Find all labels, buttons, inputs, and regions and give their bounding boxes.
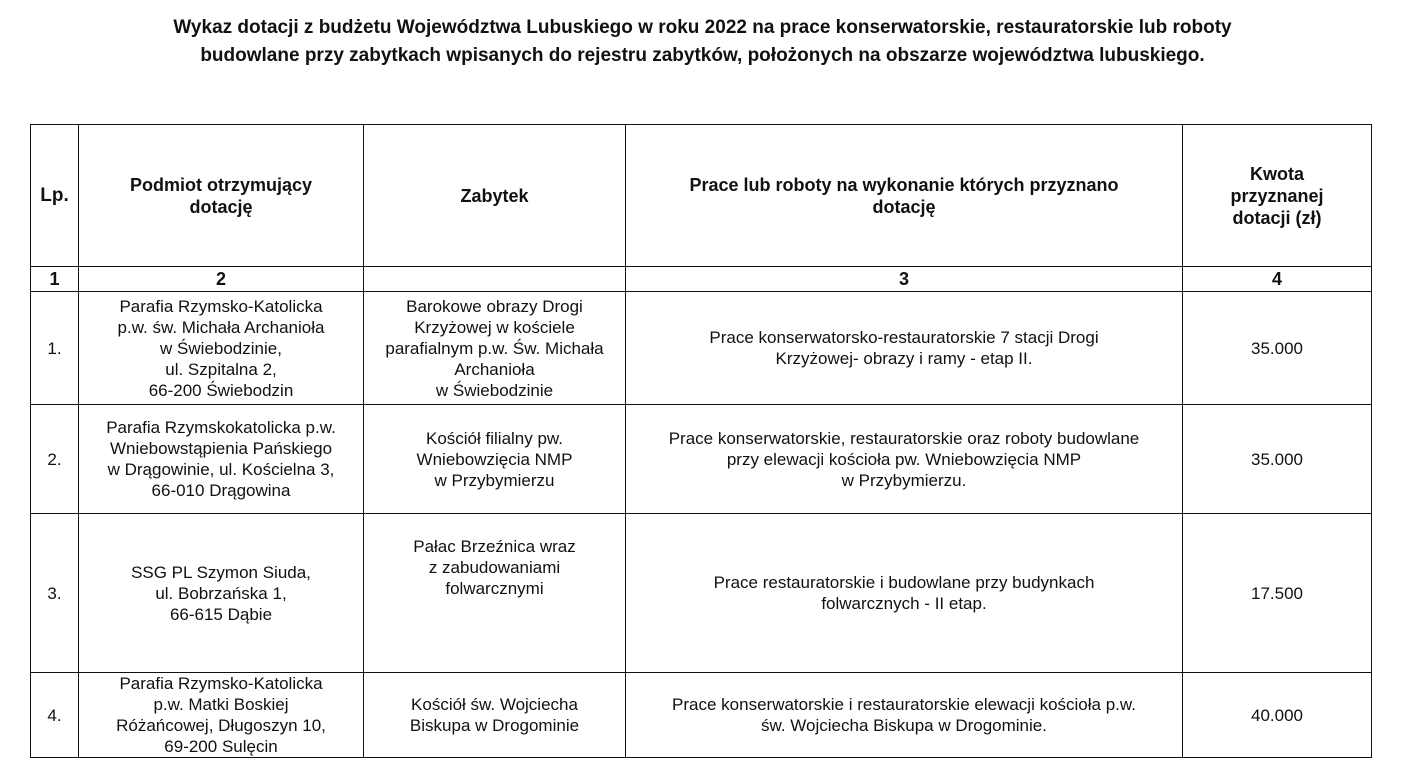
cell-line: w Świebodzinie,	[160, 338, 282, 358]
cell-line: Parafia Rzymsko-Katolicka	[119, 674, 323, 693]
header-prace	[626, 125, 1183, 267]
cell-line: św. Wojciecha Biskupa w Drogominie.	[761, 716, 1047, 735]
cell-lp: 2.	[31, 405, 79, 514]
header-podmiot	[79, 125, 364, 267]
cell-zabytek	[364, 673, 626, 758]
cell-line: Wniebowzięcia NMP	[416, 449, 573, 469]
cell-kwota: 40.000	[1183, 673, 1372, 758]
cell-line: Biskupa w Drogominie	[409, 716, 580, 735]
cell-line: Barokowe obrazy Drogi	[406, 296, 583, 316]
cell-line: Krzyżowej w kościele	[414, 317, 575, 337]
cell-podmiot	[79, 514, 364, 673]
header-podmiot-line: Podmiot otrzymujący	[129, 174, 313, 195]
cell-line: w Drągowinie, ul. Kościelna 3,	[107, 460, 335, 479]
cell-prace	[626, 514, 1183, 673]
header-row	[31, 125, 1372, 267]
cell-podmiot	[79, 673, 364, 758]
cell-line: Parafia Rzymsko-Katolicka	[119, 296, 323, 316]
cell-zabytek	[364, 514, 626, 673]
header-kwota-line: przyznanej	[1230, 185, 1324, 206]
header-prace-line: dotację	[872, 196, 936, 217]
cell-line: Parafia Rzymskokatolicka p.w.	[106, 418, 336, 437]
cell-line: Krzyżowej- obrazy i ramy - etap II.	[775, 349, 1033, 368]
cell-line: 66-010 Drągowina	[151, 481, 291, 500]
cell-line: przy elewacji kościoła pw. Wniebowzięcia NMP	[726, 449, 1082, 469]
column-number-row	[31, 267, 1372, 292]
cell-line: Kościół filialny pw.	[425, 428, 563, 448]
cell-kwota: 35.000	[1183, 292, 1372, 405]
cell-kwota: 17.500	[1183, 514, 1372, 673]
cell-line: Kościół św. Wojciecha	[411, 695, 578, 714]
grants-table	[30, 124, 1372, 758]
cell-zabytek	[364, 292, 626, 405]
cell-line: ul. Bobrzańska 1,	[155, 583, 287, 603]
cell-kwota: 35.000	[1183, 405, 1372, 514]
cell-line: ul. Szpitalna 2,	[165, 359, 277, 379]
cell-line: SSG PL Szymon Siuda,	[131, 562, 311, 582]
cell-line: Prace konserwatorskie, restauratorskie oraz roboty budowlane	[668, 428, 1140, 448]
header-kwota	[1183, 125, 1372, 267]
cell-podmiot	[79, 292, 364, 405]
cell-prace	[626, 673, 1183, 758]
cell-line: w Przybymierzu.	[841, 470, 967, 490]
cell-lp: 1.	[31, 292, 79, 405]
cell-zabytek	[364, 405, 626, 514]
cell-line: folwarcznych - II etap.	[821, 594, 987, 613]
title-line-1: Wykaz dotacji z budżetu Województwa Lubuskiego w roku 2022 na prace konserwatorskie, restauratorskie lub roboty	[173, 17, 1232, 38]
cell-line: Wniebowstąpienia Pańskiego	[109, 439, 333, 458]
cell-lp: 3.	[31, 514, 79, 673]
column-number: 3	[626, 267, 1183, 292]
table-row	[31, 405, 1372, 514]
cell-lp: 4.	[31, 673, 79, 758]
header-kwota-line: Kwota	[1250, 163, 1304, 184]
header-kwota-line: dotacji (zł)	[1232, 207, 1322, 228]
cell-line: 69-200 Sulęcin	[164, 737, 278, 756]
table-row	[31, 514, 1372, 673]
cell-podmiot	[79, 405, 364, 514]
column-number: 4	[1183, 267, 1372, 292]
header-zabytek: Zabytek	[364, 125, 626, 267]
cell-line: Prace konserwatorsko-restauratorskie 7 stacji Drogi	[709, 328, 1099, 347]
cell-line: folwarcznymi	[445, 579, 544, 598]
cell-line: w Świebodzinie	[435, 380, 554, 400]
cell-line: parafialnym p.w. Św. Michała	[385, 338, 604, 358]
cell-line: p.w. Matki Boskiej	[153, 695, 289, 714]
column-number-empty	[364, 267, 626, 292]
column-number: 2	[79, 267, 364, 292]
header-lp: Lp.	[31, 125, 79, 267]
cell-line: Archanioła	[454, 359, 535, 379]
title-line-2: budowlane przy zabytkach wpisanych do rejestru zabytków, położonych na obszarze województwa lubuskiego.	[200, 45, 1205, 66]
header-prace-line: Prace lub roboty na wykonanie których przyznano	[689, 174, 1119, 195]
document-title	[60, 14, 1345, 70]
cell-prace	[626, 405, 1183, 514]
column-number: 1	[31, 267, 79, 292]
cell-line: Różańcowej, Długoszyn 10,	[116, 716, 326, 735]
cell-line: w Przybymierzu	[434, 470, 555, 490]
cell-line: p.w. św. Michała Archanioła	[117, 317, 325, 337]
cell-line: 66-200 Świebodzin	[148, 380, 294, 400]
cell-line: Prace konserwatorskie i restauratorskie elewacji kościoła p.w.	[672, 695, 1136, 714]
cell-line: Prace restauratorskie i budowlane przy budynkach	[713, 573, 1095, 592]
table-row	[31, 292, 1372, 405]
cell-line: 66-615 Dąbie	[169, 604, 273, 624]
header-podmiot-line: dotację	[189, 196, 253, 217]
cell-prace	[626, 292, 1183, 405]
cell-line: z zabudowaniami	[428, 558, 561, 577]
cell-line: Pałac Brzeźnica wraz	[413, 537, 576, 556]
table-row	[31, 673, 1372, 758]
